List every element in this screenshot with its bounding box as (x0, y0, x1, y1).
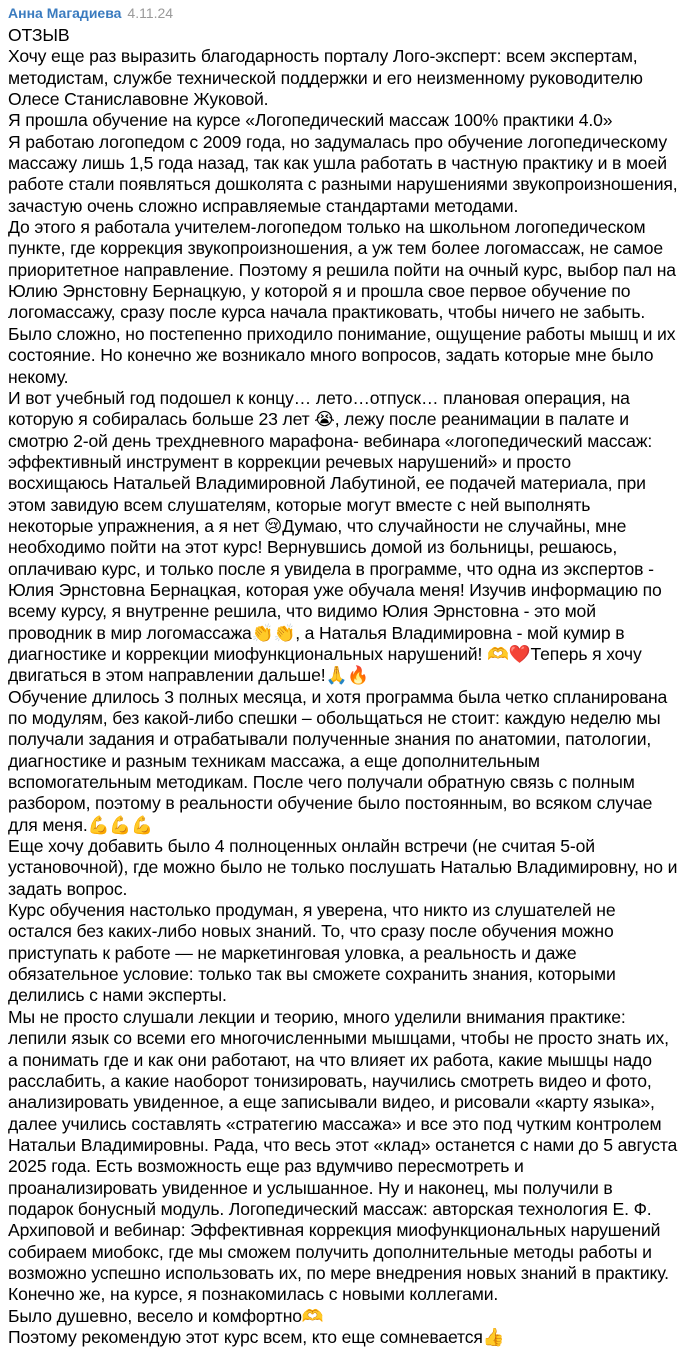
message-line: Я прошла обучение на курсе «Логопедический массаж 100% практики 4.0» (8, 110, 613, 131)
message-line: смотрю 2-ой день трехдневного марафона- вебинара «логопедический массаж: (8, 430, 653, 451)
message-line: подарок бонусный модуль. Логопедический массаж: авторская технология Е. Ф. (8, 1198, 652, 1219)
message-line: проводник в мир логомассажа👏👏, а Наталья Владимировна - мой кумир в (8, 622, 625, 643)
message-line: состояние. Но конечно же возникало много вопросов, задать которые мне было (8, 345, 654, 366)
message-line: Было сложно, но постепенно приходило понимание, ощущение работы мышц и их (8, 323, 676, 344)
message-line: приступать к работе — не маркетинговая уловка, а реальность и даже (8, 942, 577, 963)
message-line: задать вопрос. (8, 878, 128, 899)
message-line: методистам, службе технической поддержки и его неизменному руководителю (8, 67, 643, 88)
message-line: Хочу еще раз выразить благодарность порталу Лого-эксперт: всем экспертам, (8, 46, 638, 67)
message-line: возможно успешно использовать их, по мере внедрения новых знаний в практику. (8, 1262, 669, 1283)
message-header (8, 5, 684, 25)
message-line: логомассажу, сразу после курса начала практиковать, чтобы ничего не забыть. (8, 302, 646, 323)
message-line: Юлию Эрнстовну Бернацкую, у которой я и прошла свое первое обучение по (8, 281, 631, 302)
message-line: оплачиваю курс, и только после я увидела в программе, что одна из экспертов - (8, 558, 654, 579)
message-line: Архиповой и вебинар: Эффективная коррекция миофункциональных нарушений (8, 1220, 661, 1241)
message-line: двигаться в этом направлении дальше!🙏🔥 (8, 665, 369, 686)
message-line: восхищаюсь Натальей Владимировной Лабутиной, ее подачей материала, при (8, 473, 646, 494)
message-line: а понимать где и как они работают, на что влияет их работа, какие мышцы надо (8, 1049, 652, 1070)
message-line: Я работаю логопедом с 2009 года, но задумалась про обучение логопедическому (8, 131, 668, 152)
message-line: Еще хочу добавить было 4 полноценных онлайн встречи (не считая 5-ой (8, 836, 595, 857)
message-line: некоторые упражнения, а я нет 😢Думаю, что случайности не случайны, мне (8, 515, 627, 536)
message-line: некому. (8, 366, 69, 387)
message-line: Мы не просто слушали лекции и теорию, много уделили внимания практике: (8, 1006, 626, 1027)
message-line: 2025 года. Есть возможность еще раз вдумчиво пересмотреть и (8, 1156, 524, 1177)
message-line: эффективный инструмент в коррекции речевых нарушений» и просто (8, 451, 572, 472)
message-line: ОТЗЫВ (8, 25, 70, 45)
message-line: всему курсу, я внутренне решила, что видимо Юлия Эрнстовна - это мой (8, 601, 596, 622)
message-line: Было душевно, весело и комфортно🫶 (8, 1305, 324, 1326)
message-line: Олесе Станиславовне Жуковой. (8, 89, 269, 110)
message-line: И вот учебный год подошел к концу… лето…отпуск… плановая операция, на (8, 387, 630, 408)
message-line: Обучение длилось 3 полных месяца, и хотя программа была четко спланирована (8, 686, 668, 707)
message-line: приоритетное направление. Поэтому я решила пойти на очный курс, выбор пал на (8, 259, 676, 280)
message-line: этом завидую всем слушателям, которые могут вместе с ней выполнять (8, 494, 591, 515)
message-line: собираем миобокс, где мы сможем получить дополнительные методы работы и (8, 1241, 652, 1262)
message-line: которую я собиралась больше 23 лет 😭, лежу после реанимации в палате и (8, 409, 629, 430)
message-line: остался без каких-либо новых знаний. То, что сразу после обучения можно (8, 921, 614, 942)
message-line: разбором, поэтому в реальности обучение было постоянным, во всяком случае (8, 793, 653, 814)
message-line: пункте, где коррекция звукопроизношения, а уж тем более логомассаж, не самое (8, 238, 663, 259)
message-line: работе стали появляться дошколята с разными нарушениями звукопроизношения, (8, 174, 678, 195)
message-line: зачастую очень сложно исправляемые стандартами методами. (8, 195, 519, 216)
message-line: диагностике и разным техникам массажа, а еще дополнительным (8, 750, 540, 771)
message-line: вспомогательным методикам. После чего получали обратную связь с полным (8, 772, 635, 793)
message-line: необходимо пойти на этот курс! Вернувшись домой из больницы, решаюсь, (8, 537, 618, 558)
message-line: диагностике и коррекции миофункциональных нарушений! 🫶❤️Теперь я хочу (8, 643, 642, 664)
message-line: далее учились составлять «стратегию массажа» и все это под чутким контролем (8, 1113, 662, 1134)
message-line: Юлия Эрнстовна Бернацкая, которая уже обучала меня! Изучив информацию по (8, 579, 662, 600)
message-line: расслабить, а какие наоборот тонизировать, научились смотреть видео и фото, (8, 1070, 652, 1091)
message-line: Курс обучения настолько продуман, я уверена, что никто из слушателей не (8, 900, 616, 921)
message-line: обязательное условие: только так вы сможете сохранить знания, которыми (8, 964, 616, 985)
message-line: по модулям, без какой-либо спешки – обольщаться не стоит: каждую неделю мы (8, 708, 661, 728)
message-line: делились с нами эксперты. (8, 985, 227, 1006)
message-line: для меня.💪💪💪 (8, 814, 153, 835)
message-line: проанализировать увиденное и услышанное. Ну и наконец, мы получили в (8, 1177, 613, 1198)
message-line: Натальи Владимировны. Рада, что весь этот «клад» останется с нами до 5 августа (8, 1134, 678, 1155)
message-line: установочной), где можно было не только послушать Наталью Владимировну, но и (8, 857, 678, 878)
message-text (8, 25, 684, 1348)
message-line: Поэтому рекомендую этот курс всем, кто еще сомневается👍 (8, 1326, 505, 1347)
message-line: Конечно же, на курсе, я познакомилась с новыми коллегами. (8, 1284, 499, 1305)
author-name[interactable]: Анна Магадиева (8, 5, 122, 21)
message-line: До этого я работала учителем-логопедом только на школьном логопедическом (8, 217, 646, 238)
message-line: лепили язык со всеми его многочисленными мышцами, чтобы не просто знать их, (8, 1028, 669, 1049)
message-line: анализировать увиденное, а еще записывали видео, и рисовали «карту языка», (8, 1092, 655, 1113)
message-line: получали задания и отрабатывали полученные знания по анатомии, патологии, (8, 729, 652, 750)
message-date: 4.11.24 (127, 5, 174, 21)
message-line: массажу лишь 1,5 года назад, так как ушла работать в частную практику и в моей (8, 153, 667, 174)
